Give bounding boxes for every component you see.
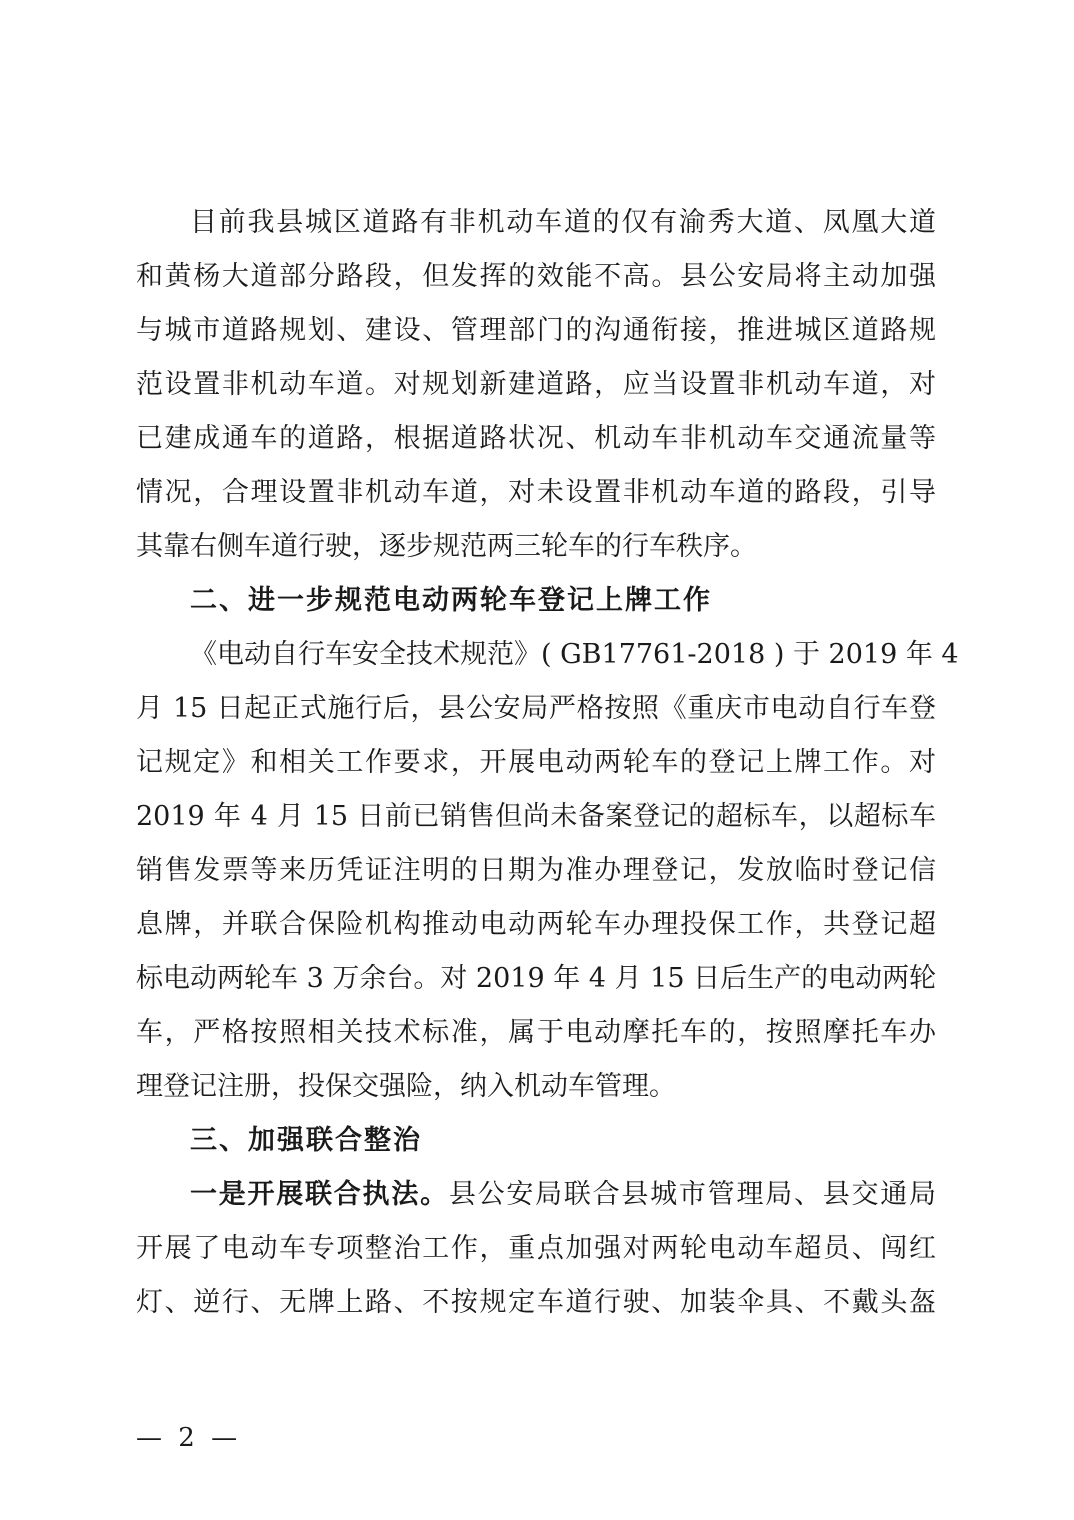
paragraph-line: 车，严格按照相关技术标准，属于电动摩托车的，按照摩托车办 [136, 1017, 936, 1048]
paragraph-line: 已建成通车的道路，根据道路状况、机动车非机动车交通流量等 [136, 423, 936, 454]
document-page [136, 0, 959, 1520]
bold-lead-text: 一是开展联合执法。 [190, 1179, 449, 1210]
section-heading: 二、进一步规范电动两轮车登记上牌工作 [190, 585, 712, 616]
page-number: — 2 — [136, 1423, 242, 1453]
paragraph-line: 灯、逆行、无牌上路、不按规定车道行驶、加装伞具、不戴头盔 [136, 1287, 936, 1318]
paragraph-line: 开展了电动车专项整治工作，重点加强对两轮电动车超员、闯红 [136, 1233, 936, 1264]
paragraph-line: 息牌，并联合保险机构推动电动两轮车办理投保工作，共登记超 [136, 909, 936, 940]
paragraph-line: 标电动两轮车 3 万余台。对 2019 年 4 月 15 日后生产的电动两轮 [136, 963, 937, 994]
paragraph-line: 目前我县城区道路有非机动车道的仅有渝秀大道、凤凰大道 [190, 207, 936, 238]
paragraph-line: 销售发票等来历凭证注明的日期为准办理登记，发放临时登记信 [136, 855, 936, 886]
paragraph-line: 月 15 日起正式施行后，县公安局严格按照《重庆市电动自行车登 [136, 693, 936, 724]
paragraph-line: 2019 年 4 月 15 日前已销售但尚未备案登记的超标车，以超标车 [136, 801, 936, 832]
section-heading: 三、加强联合整治 [190, 1125, 422, 1156]
paragraph-line [190, 1168, 936, 1222]
paragraph-line: 理登记注册，投保交强险，纳入机动车管理。 [136, 1071, 676, 1102]
paragraph-line: 情况，合理设置非机动车道，对未设置非机动车道的路段，引导 [136, 477, 936, 508]
paragraph-line: 与城市道路规划、建设、管理部门的沟通衔接，推进城区道路规 [136, 315, 936, 346]
paragraph-text: 县公安局联合县城市管理局、县交通局 [448, 1179, 937, 1210]
paragraph-line: 记规定》和相关工作要求，开展电动两轮车的登记上牌工作。对 [136, 747, 936, 778]
paragraph-line: 其靠右侧车道行驶，逐步规范两三轮车的行车秩序。 [136, 531, 757, 562]
paragraph-line: 范设置非机动车道。对规划新建道路，应当设置非机动车道，对 [136, 369, 936, 400]
paragraph-line: 《电动自行车安全技术规范》( GB17761-2018 ) 于 2019 年 4 [190, 639, 959, 670]
paragraph-line: 和黄杨大道部分路段，但发挥的效能不高。县公安局将主动加强 [136, 261, 936, 292]
